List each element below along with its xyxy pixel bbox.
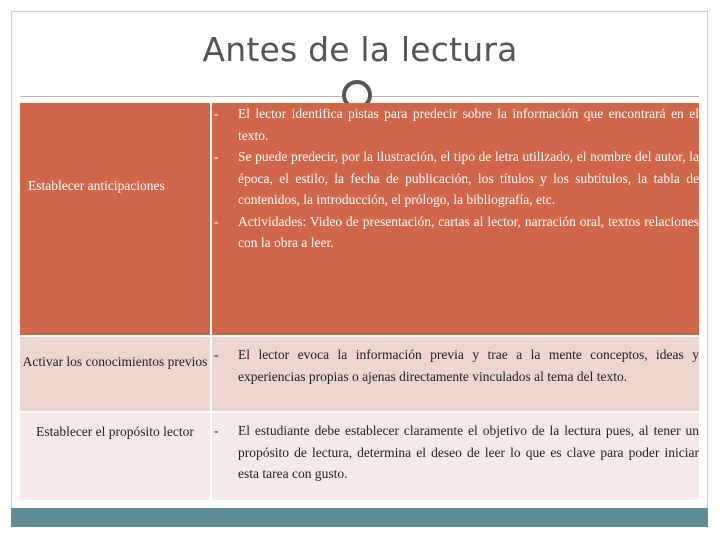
bullet-text: El lector evoca la información previa y trae a la mente conceptos, ideas y experiencias propias o ajenas directamente vinculados al tema del texto.: [238, 347, 699, 384]
list-item: [212, 344, 699, 387]
bullet-dash: -: [214, 423, 219, 438]
table-row: [20, 103, 699, 336]
list-item: [212, 420, 699, 485]
list-item: [212, 211, 699, 254]
row-label: Establecer anticipaciones: [20, 103, 211, 336]
bullet-dash: -: [214, 347, 219, 362]
bullet-text: Se puede predecir, por la ilustración, el tipo de letra utilizado, el nombre del autor, la época, el estilo, la fecha de publicación, los títulos y los subtítulos, la tabla de contenidos, la introducción, el prólogo, la bibliografía, etc.: [238, 149, 699, 207]
list-item: [212, 103, 699, 146]
bullet-text: Actividades: Video de presentación, cartas al lector, narración oral, textos relaciones con la obra a leer.: [238, 213, 699, 250]
row-label: Establecer el propósito lector: [20, 412, 211, 501]
bullet-dash: -: [214, 106, 219, 121]
bullet-text: El estudiante debe establecer claramente el objetivo de la lectura pues, al tener un propósito de lectura, determina el deseo de leer lo que es clave para poder iniciar esta tarea con gusto.: [238, 423, 699, 481]
bullet-text: El lector identifica pistas para predecir sobre la información que encontrará en el texto.: [238, 106, 699, 143]
list-item: [212, 146, 699, 211]
bottom-bar: [11, 508, 708, 527]
bullet-dash: -: [214, 213, 219, 229]
table-row: [20, 336, 699, 412]
slide-title: Antes de la lectura: [202, 30, 518, 69]
row-label: Activar los conocimientos previos: [20, 336, 211, 412]
reading-strategies-table: [20, 103, 699, 502]
row-description: [211, 412, 699, 501]
row-description: [211, 336, 699, 412]
table-row: [20, 412, 699, 501]
row-description: [211, 103, 699, 336]
bullet-dash: -: [214, 149, 219, 164]
